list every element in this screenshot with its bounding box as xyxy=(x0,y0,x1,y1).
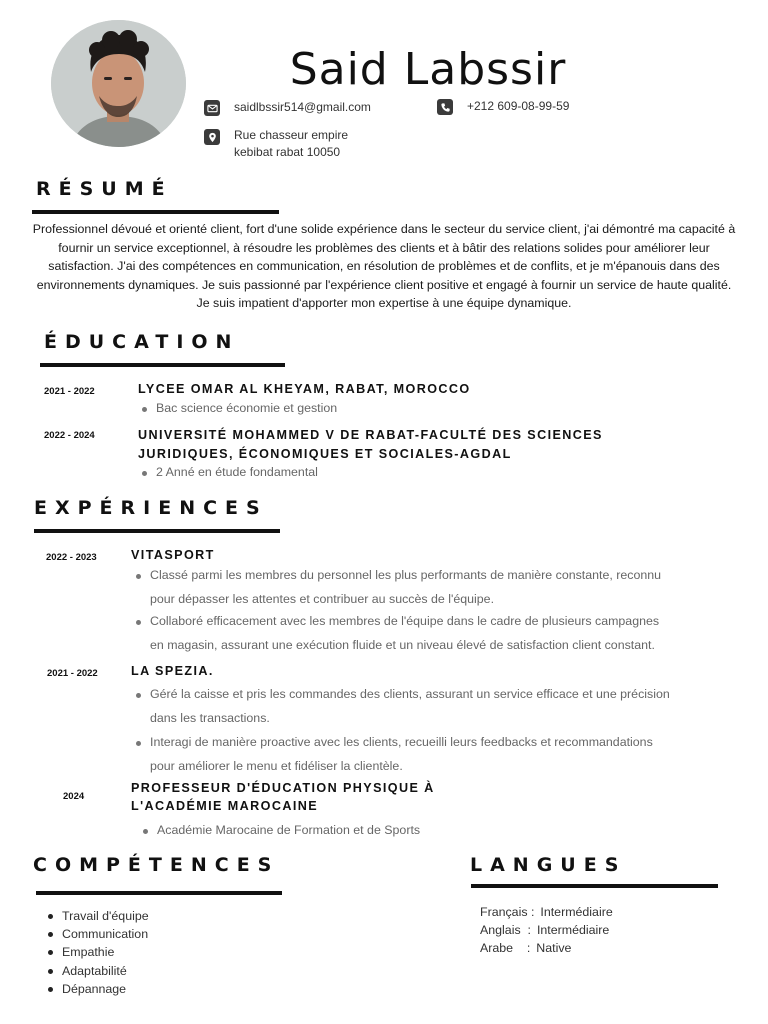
language-row xyxy=(480,939,613,957)
profile-photo xyxy=(51,20,186,147)
address-contact xyxy=(204,127,348,161)
phone-icon xyxy=(437,99,453,115)
location-pin-icon xyxy=(204,129,220,145)
experience-bullet xyxy=(132,610,659,657)
bullet-line: Classé parmi les membres du personnel les plus performants de manière constante, reconnu xyxy=(150,568,662,582)
language-level: Native xyxy=(536,941,572,956)
experience-company-line-2: L'ACADÉMIE MAROCAINE xyxy=(131,799,319,813)
experience-bullet xyxy=(132,731,653,778)
bullet-line: pour dépasser les attentes et contribuer au succès de l'équipe. xyxy=(150,591,495,606)
language-name: Anglais : xyxy=(480,923,531,938)
skills-list xyxy=(46,907,149,998)
email-contact xyxy=(204,99,371,116)
candidate-name: Said Labssir xyxy=(289,44,567,95)
experience-year: 2021 - 2022 xyxy=(47,668,98,679)
experience-bullet xyxy=(132,683,670,730)
education-divider xyxy=(40,363,285,367)
skills-divider xyxy=(36,891,282,895)
experience-year: 2024 xyxy=(63,791,85,802)
language-name: Français : xyxy=(480,905,535,919)
mail-icon xyxy=(204,100,220,116)
bullet-line: Géré la caisse et pris les commandes des clients, assurant un service efficace et une précision xyxy=(150,687,670,701)
skill-item: Dépannage xyxy=(46,980,149,998)
resume-summary: Professionnel dévoué et orienté client, fort d'une solide expérience dans le secteur du service client, j'ai démontré ma capacité à fournir un service exceptionnel, à résoudre les problèmes des clients et à bâtir des relations solides pour améliorer leur satisfaction. J'ai des compétences en communication, en résolution de problèmes et de conflits, et je m'épanouis dans des environnements dynamiques. Je suis passionné par l'expérience client positive et engagé à fournir un service de haute qualité. Je suis impatient d'apporter mon expertise à une équipe dynamique. xyxy=(32,222,736,310)
experience-company: LA SPEZIA. xyxy=(131,664,214,678)
skill-item: Travail d'équipe xyxy=(46,907,149,925)
phone-text[interactable]: +212 609-08-99-59 xyxy=(467,99,570,113)
language-row xyxy=(480,903,613,921)
bullet-line: dans les transactions. xyxy=(150,710,270,725)
resume-divider xyxy=(32,210,279,214)
avatar xyxy=(51,20,186,147)
education-detail: 2 Anné en étude fondamental xyxy=(138,461,318,485)
address-text xyxy=(234,127,348,161)
languages-divider xyxy=(471,884,718,888)
skill-item: Empathie xyxy=(46,943,149,961)
language-level: Intermédiaire xyxy=(536,923,610,938)
skills-section-title: COMPÉTENCES xyxy=(33,854,280,876)
address-line-2: kebibat rabat 10050 xyxy=(234,145,341,159)
skill-item: Communication xyxy=(46,925,149,943)
experience-company xyxy=(131,779,435,815)
bullet-line: Collaboré efficacement avec les membres de l'équipe dans le cadre de plusieurs campagnes xyxy=(150,614,660,628)
experience-divider xyxy=(34,529,280,533)
experience-year: 2022 - 2023 xyxy=(46,552,97,563)
experience-company-line-1: PROFESSEUR D'ÉDUCATION PHYSIQUE À xyxy=(131,781,435,795)
bullet-line: en magasin, assurant une exécution fluide et un niveau élevé de satisfaction client constant. xyxy=(150,637,655,652)
languages-list xyxy=(480,903,613,958)
experience-bullet xyxy=(132,564,661,611)
language-row xyxy=(480,921,613,939)
language-level: Intermédiaire xyxy=(540,905,613,919)
bullet-line: Interagi de manière proactive avec les clients, recueilli leurs feedbacks et recommandations xyxy=(150,735,653,749)
education-school: LYCEE OMAR AL KHEYAM, RABAT, MOROCCO xyxy=(138,382,471,396)
language-name: Arabe : xyxy=(480,941,531,956)
experience-company: VITASPORT xyxy=(131,548,215,562)
education-school xyxy=(138,426,603,464)
phone-contact xyxy=(437,98,569,115)
education-detail: Bac science économie et gestion xyxy=(138,397,337,421)
email-text[interactable]: saidlbssir514@gmail.com xyxy=(234,100,371,114)
education-school-line-2: JURIDIQUES, ÉCONOMIQUES ET SOCIALES-AGDAL xyxy=(138,447,512,461)
resume-section-title: RÉSUMÉ xyxy=(36,178,173,200)
education-year: 2022 - 2024 xyxy=(44,430,95,441)
address-line-1: Rue chasseur empire xyxy=(234,128,349,142)
education-year: 2021 - 2022 xyxy=(44,386,95,397)
education-section-title: ÉDUCATION xyxy=(44,331,240,353)
languages-section-title: LANGUES xyxy=(470,854,627,876)
skill-item: Adaptabilité xyxy=(46,962,149,980)
bullet-line: pour améliorer le menu et fidéliser la clientèle. xyxy=(150,758,403,773)
education-school-line-1: UNIVERSITÉ MOHAMMED V DE RABAT-FACULTÉ DES SCIENCES xyxy=(138,428,603,442)
experience-section-title: EXPÉRIENCES xyxy=(34,497,268,519)
experience-detail: Académie Marocaine de Formation et de Sports xyxy=(139,819,420,843)
